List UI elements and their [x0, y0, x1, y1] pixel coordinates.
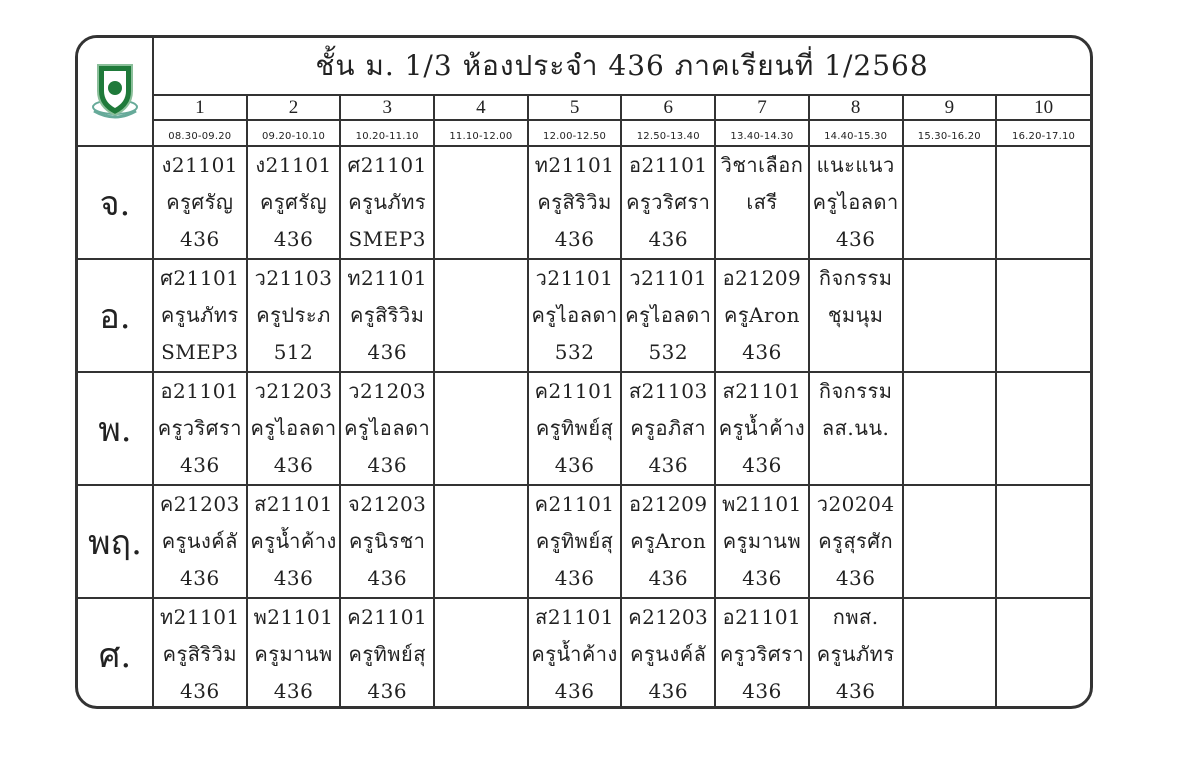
period-number-5: [528, 95, 622, 120]
subject-code: ส21103: [628, 379, 708, 403]
room-number: [810, 334, 902, 371]
period-time-label: 15.30-16.20: [917, 130, 981, 142]
day-row: [78, 259, 1090, 372]
subject-code: ง21101: [161, 153, 239, 177]
subject-code: ส21101: [535, 605, 615, 629]
room-number: 436: [742, 340, 782, 364]
period-time-7: [715, 120, 809, 146]
period-time-label: 12.50-13.40: [636, 130, 700, 142]
period-number-label: 3: [382, 96, 392, 118]
period-number-3: [340, 95, 434, 120]
subject-code: ศ21101: [160, 266, 240, 290]
class-cell: [996, 485, 1090, 598]
day-row: [78, 598, 1090, 709]
room-number: 436: [273, 566, 314, 590]
room-number: [997, 560, 1090, 597]
teacher-name: ครูไอลดา: [625, 303, 712, 327]
period-number-6: [621, 95, 715, 120]
subject-code: [435, 486, 527, 523]
teacher-name: ครูวริศรา: [157, 416, 242, 440]
teacher-name: ครูAron: [630, 529, 707, 553]
room-number: 436: [367, 566, 408, 590]
class-cell: [434, 485, 528, 598]
class-cell: [247, 598, 341, 709]
teacher-name: [997, 523, 1090, 560]
room-number: [904, 447, 996, 484]
room-number: 436: [554, 453, 595, 477]
teacher-name: ครูสิริวิม: [162, 642, 238, 666]
room-number: 436: [648, 679, 689, 703]
period-time-9: [903, 120, 997, 146]
subject-code: อ21101: [628, 153, 708, 177]
day-label-cell: [78, 146, 153, 259]
teacher-name: ลส.นน.: [821, 416, 890, 440]
room-number: [997, 447, 1090, 484]
timetable-title: ชั้น ม. 1/3 ห้องประจำ 436 ภาคเรียนที่ 1/2568: [315, 49, 929, 82]
period-time-label: 08.30-09.20: [168, 130, 232, 142]
class-cell: [809, 598, 903, 709]
period-time-label: 14.40-15.30: [824, 130, 888, 142]
period-number-label: 7: [757, 96, 767, 118]
school-crest-icon: [84, 55, 146, 125]
subject-code: ว21203: [348, 379, 427, 403]
class-cell: [621, 259, 715, 372]
logo-cell: [78, 38, 153, 146]
room-number: 436: [648, 566, 689, 590]
room-number: 436: [648, 227, 689, 251]
teacher-name: ครูน้ำค้าง: [250, 529, 337, 553]
subject-code: [997, 486, 1090, 523]
teacher-name: ครูน้ำค้าง: [531, 642, 618, 666]
class-cell: [996, 372, 1090, 485]
teacher-name: ครูไอลดา: [812, 190, 899, 214]
class-cell: [434, 598, 528, 709]
class-cell: [247, 372, 341, 485]
subject-code: วิชาเลือก: [720, 153, 804, 177]
teacher-name: [997, 297, 1090, 334]
teacher-name: ครูน้ำค้าง: [718, 416, 806, 440]
teacher-name: ครูนิรชา: [349, 529, 426, 553]
class-cell: [903, 598, 997, 709]
room-number: 436: [273, 227, 314, 251]
class-cell: [809, 485, 903, 598]
room-number: [997, 334, 1090, 371]
subject-code: จ21203: [348, 492, 427, 516]
teacher-name: ครูมานพ: [254, 642, 333, 666]
period-number-10: [996, 95, 1090, 120]
teacher-name: ครูไอลดา: [344, 416, 431, 440]
day-row: [78, 485, 1090, 598]
room-number: [435, 447, 527, 484]
teacher-name: [435, 523, 527, 560]
period-time-label: 09.20-10.10: [261, 130, 326, 142]
class-cell: [340, 598, 434, 709]
room-number: 436: [742, 453, 782, 477]
teacher-name: ครูไอลดา: [250, 416, 337, 440]
teacher-name: [904, 636, 996, 673]
day-label-cell: [78, 259, 153, 372]
class-cell: [340, 372, 434, 485]
room-number: [435, 673, 527, 709]
room-number: 436: [180, 227, 220, 251]
subject-code: อ21101: [160, 379, 240, 403]
teacher-name: ครูสุรศัก: [818, 529, 894, 553]
day-label: พฤ.: [88, 522, 142, 563]
teacher-name: ครูวริศรา: [719, 642, 805, 666]
teacher-name: ครูศรัญ: [166, 190, 234, 214]
subject-code: ท21101: [534, 153, 615, 177]
teacher-name: [904, 184, 996, 221]
period-time-label: 10.20-11.10: [355, 130, 419, 142]
room-number: 436: [367, 340, 408, 364]
period-time-6: [621, 120, 715, 146]
class-cell: [996, 598, 1090, 709]
subject-code: ส21101: [254, 492, 333, 516]
class-cell: [809, 146, 903, 259]
teacher-name: ครูนภัทร: [160, 303, 239, 327]
teacher-name: [435, 184, 527, 221]
subject-code: ท21101: [347, 266, 428, 290]
period-number-1: [153, 95, 247, 120]
class-cell: [621, 598, 715, 709]
class-cell: [715, 146, 809, 259]
room-number: 436: [367, 453, 408, 477]
subject-code: อ21209: [628, 492, 708, 516]
class-cell: [153, 259, 247, 372]
subject-code: ค21203: [159, 492, 240, 516]
class-cell: [809, 259, 903, 372]
class-cell: [340, 485, 434, 598]
subject-code: พ21101: [722, 492, 802, 516]
period-number-label: 4: [476, 96, 486, 118]
class-cell: [153, 598, 247, 709]
teacher-name: ครูนภัทร: [348, 190, 427, 214]
period-number-7: [715, 95, 809, 120]
subject-code: [997, 260, 1090, 297]
day-row: [78, 372, 1090, 485]
room-number: [435, 560, 527, 597]
teacher-name: [435, 410, 527, 447]
teacher-name: ครูมานพ: [722, 529, 802, 553]
teacher-name: ครูทิพย์สุ: [348, 642, 426, 666]
room-number: [810, 447, 902, 484]
class-cell: [340, 259, 434, 372]
subject-code: [904, 260, 996, 297]
subject-code: ค21101: [534, 379, 615, 403]
day-label: อ.: [99, 296, 131, 337]
subject-code: ศ21101: [347, 153, 427, 177]
subject-code: [435, 260, 527, 297]
day-label: จ.: [99, 183, 131, 224]
subject-code: กพส.: [832, 605, 879, 629]
timetable: [78, 38, 1090, 709]
class-cell: [528, 485, 622, 598]
class-cell: [247, 485, 341, 598]
room-number: 436: [180, 566, 220, 590]
teacher-name: ชุมนุม: [827, 303, 884, 327]
room-number: SMEP3: [161, 340, 239, 364]
room-number: 436: [554, 227, 595, 251]
class-cell: [434, 372, 528, 485]
class-cell: [153, 485, 247, 598]
subject-code: ว21203: [254, 379, 333, 403]
class-cell: [903, 372, 997, 485]
room-number: 436: [742, 566, 782, 590]
period-time-8: [809, 120, 903, 146]
class-cell: [715, 598, 809, 709]
teacher-name: [904, 297, 996, 334]
day-label-cell: [78, 598, 153, 709]
period-time-label: 12.00-12.50: [543, 130, 607, 142]
subject-code: ค21101: [534, 492, 615, 516]
class-cell: [247, 259, 341, 372]
subject-code: [997, 147, 1090, 184]
class-cell: [621, 372, 715, 485]
class-cell: [434, 259, 528, 372]
room-number: [716, 221, 808, 258]
period-time-5: [528, 120, 622, 146]
teacher-name: [435, 297, 527, 334]
class-cell: [715, 372, 809, 485]
subject-code: ว21103: [254, 266, 333, 290]
room-number: [904, 221, 996, 258]
teacher-name: ครูอภิสา: [630, 416, 707, 440]
teacher-name: [435, 636, 527, 673]
period-number-label: 9: [944, 96, 955, 118]
period-time-label: 16.20-17.10: [1012, 130, 1076, 142]
subject-code: กิจกรรม: [818, 379, 893, 403]
teacher-name: ครูทิพย์สุ: [535, 416, 614, 440]
period-number-label: 2: [288, 96, 299, 118]
teacher-name: [904, 523, 996, 560]
teacher-name: ครูนงค์ลั: [161, 529, 238, 553]
room-number: 436: [180, 679, 220, 703]
day-label: ศ.: [98, 635, 132, 676]
timetable-frame: [75, 35, 1093, 709]
room-number: [435, 334, 527, 371]
room-number: [904, 334, 996, 371]
teacher-name: ครูนงค์ลั: [630, 642, 707, 666]
teacher-name: ครูAron: [723, 303, 800, 327]
class-cell: [528, 372, 622, 485]
subject-code: [904, 147, 996, 184]
period-number-label: 10: [1034, 96, 1054, 118]
teacher-name: [997, 636, 1090, 673]
class-cell: [903, 146, 997, 259]
subject-code: กิจกรรม: [818, 266, 893, 290]
subject-code: พ21101: [253, 605, 334, 629]
class-cell: [247, 146, 341, 259]
period-time-10: [996, 120, 1090, 146]
room-number: [904, 560, 996, 597]
period-number-2: [247, 95, 341, 120]
subject-code: ส21101: [722, 379, 802, 403]
subject-code: [997, 599, 1090, 636]
teacher-name: ครูนภัทร: [816, 642, 895, 666]
period-number-label: 1: [195, 96, 205, 118]
subject-code: ท21101: [159, 605, 240, 629]
class-cell: [528, 598, 622, 709]
subject-code: [904, 599, 996, 636]
room-number: [435, 221, 527, 258]
subject-code: แนะแนว: [816, 153, 895, 177]
class-cell: [153, 146, 247, 259]
period-time-label: 13.40-14.30: [730, 130, 794, 142]
class-cell: [340, 146, 434, 259]
period-number-label: 8: [850, 96, 861, 118]
room-number: 436: [273, 679, 314, 703]
period-number-label: 5: [569, 96, 580, 118]
room-number: 436: [835, 679, 876, 703]
room-number: 512: [273, 340, 314, 364]
subject-code: อ21209: [722, 266, 802, 290]
room-number: SMEP3: [348, 227, 426, 251]
teacher-name: ครูสิริวิม: [349, 303, 425, 327]
class-cell: [996, 146, 1090, 259]
day-row: [78, 146, 1090, 259]
class-cell: [903, 485, 997, 598]
period-time-4: [434, 120, 528, 146]
room-number: [997, 221, 1090, 258]
class-cell: [153, 372, 247, 485]
subject-code: [435, 147, 527, 184]
room-number: 436: [554, 679, 595, 703]
room-number: 436: [554, 566, 595, 590]
teacher-name: [997, 410, 1090, 447]
class-cell: [809, 372, 903, 485]
subject-code: ค21203: [628, 605, 709, 629]
teacher-name: ครูทิพย์สุ: [535, 529, 614, 553]
day-label-cell: [78, 485, 153, 598]
subject-code: ง21101: [255, 153, 332, 177]
teacher-name: [904, 410, 996, 447]
day-label-cell: [78, 372, 153, 485]
period-number-4: [434, 95, 528, 120]
period-time-2: [247, 120, 341, 146]
teacher-name: [997, 184, 1090, 221]
class-cell: [621, 485, 715, 598]
subject-code: [904, 373, 996, 410]
subject-code: [997, 373, 1090, 410]
subject-code: [904, 486, 996, 523]
room-number: 436: [742, 679, 782, 703]
class-cell: [528, 146, 622, 259]
room-number: 532: [648, 340, 689, 364]
room-number: [904, 673, 996, 709]
title-cell: [153, 38, 1090, 95]
period-time-label: 11.10-12.00: [449, 130, 513, 142]
subject-code: [435, 599, 527, 636]
room-number: [997, 673, 1090, 709]
teacher-name: เสรี: [746, 190, 778, 214]
subject-code: [435, 373, 527, 410]
period-time-3: [340, 120, 434, 146]
class-cell: [621, 146, 715, 259]
subject-code: ว21101: [535, 266, 614, 290]
teacher-name: ครูประภ: [256, 303, 331, 327]
room-number: 436: [835, 227, 876, 251]
room-number: 436: [273, 453, 314, 477]
subject-code: ว20204: [816, 492, 895, 516]
subject-code: อ21101: [722, 605, 802, 629]
class-cell: [715, 259, 809, 372]
class-cell: [434, 146, 528, 259]
room-number: 532: [554, 340, 595, 364]
teacher-name: ครูศรัญ: [259, 190, 328, 214]
class-cell: [903, 259, 997, 372]
subject-code: ว21101: [629, 266, 708, 290]
day-label: พ.: [98, 409, 132, 450]
period-number-8: [809, 95, 903, 120]
room-number: 436: [648, 453, 689, 477]
room-number: 436: [180, 453, 220, 477]
room-number: 436: [367, 679, 408, 703]
class-cell: [996, 259, 1090, 372]
subject-code: ค21101: [347, 605, 428, 629]
teacher-name: ครูสิริวิม: [537, 190, 612, 214]
class-cell: [528, 259, 622, 372]
class-cell: [715, 485, 809, 598]
period-number-label: 6: [663, 96, 674, 118]
room-number: 436: [835, 566, 876, 590]
period-number-9: [903, 95, 997, 120]
teacher-name: ครูไอลดา: [531, 303, 618, 327]
teacher-name: ครูวริศรา: [626, 190, 711, 214]
period-time-1: [153, 120, 247, 146]
